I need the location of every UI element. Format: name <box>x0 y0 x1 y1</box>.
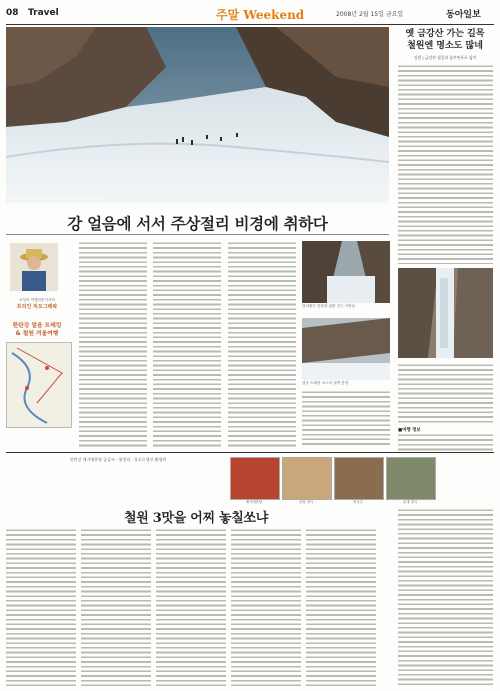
body-text-column-1 <box>79 241 147 447</box>
page-number: 08 <box>6 8 19 18</box>
photo-caption: 한탄강 얼음 위를 걷는 트레킹 참가자들과 주상절리 절벽 풍경. <box>8 197 106 201</box>
lower-text-col-4 <box>231 528 301 686</box>
lower-text-col-6 <box>398 508 493 686</box>
travel-info-text <box>398 433 493 451</box>
profile-name: 프리인 처오그레팍 <box>16 304 58 310</box>
body-text-column-3 <box>228 241 296 447</box>
food-caption-4: 순대 정식 <box>402 500 418 504</box>
issue-date: 2008년 2월 15일 금요일 <box>336 11 404 18</box>
food-photo-1 <box>230 457 280 500</box>
food-caption-2: 곰탕 정식 <box>298 500 314 504</box>
walk-box-line2: & 철원 겨울여행 <box>15 331 59 337</box>
sidebar-text-2 <box>398 363 493 423</box>
lower-text-col-3 <box>156 528 226 686</box>
lower-subheadline <box>6 457 230 503</box>
food-photo-2 <box>282 457 332 500</box>
food-photo-4 <box>386 457 436 500</box>
walk-box-line1: 한탄강 얼음 트레킹 <box>12 323 62 329</box>
sidebar-title-line1: 옛 금강산 가는 길목 <box>405 29 485 39</box>
food-caption-3: 막국수 <box>353 500 363 504</box>
page-header <box>6 6 494 25</box>
newspaper-name: 동아일보 <box>446 10 481 20</box>
lower-subhead-text: 한탄강 메기매운탕·곰곰즈 · 월정리 · 물오른생선 활생련 <box>69 457 167 462</box>
sidebar-photo <box>398 268 493 358</box>
lower-text-col-2 <box>81 528 151 686</box>
body-text-column-2 <box>153 241 221 447</box>
sidebar-title-line2: 철원엔 명소도 많네 <box>407 41 483 51</box>
route-map <box>6 342 72 428</box>
travel-info-label: ■여행 정보 <box>398 428 421 433</box>
divider <box>6 234 389 235</box>
food-caption-1: 메기매운탕 <box>245 500 263 504</box>
sidebar-subtitle: 강원 | 금강산 철길과 삼부연폭포 넘어 <box>413 55 477 60</box>
mid-photo-2-caption: 얼음 트레킹 코스의 절벽 풍경 <box>302 381 349 385</box>
main-photo <box>6 27 389 203</box>
profile-caption: 조성하 여행전문기자의 <box>19 298 55 302</box>
food-photo-3 <box>334 457 384 500</box>
main-headline: 강 얼음에 서서 주상절리 비경에 취하다 <box>67 214 328 233</box>
lower-text-col-5 <box>306 528 376 686</box>
section-divider <box>6 452 494 453</box>
avatar <box>10 243 58 291</box>
mid-photo-1-caption: 얼어붙은 한탄강 위를 걷는 사람들 <box>302 304 356 308</box>
lower-text-col-1 <box>6 528 76 686</box>
weekend-logo: 주말 Weekend <box>216 8 305 22</box>
mid-photo-2 <box>302 318 390 380</box>
mid-photo-1 <box>302 241 390 303</box>
sidebar-title <box>397 28 493 52</box>
lower-headline: 철원 3맛을 어찌 놓칠쏘냐 <box>123 511 268 526</box>
section-name: Travel <box>28 8 59 18</box>
walk-box-title <box>4 322 70 338</box>
sidebar-body-text <box>398 64 493 264</box>
body-text-column-4 <box>302 390 390 445</box>
